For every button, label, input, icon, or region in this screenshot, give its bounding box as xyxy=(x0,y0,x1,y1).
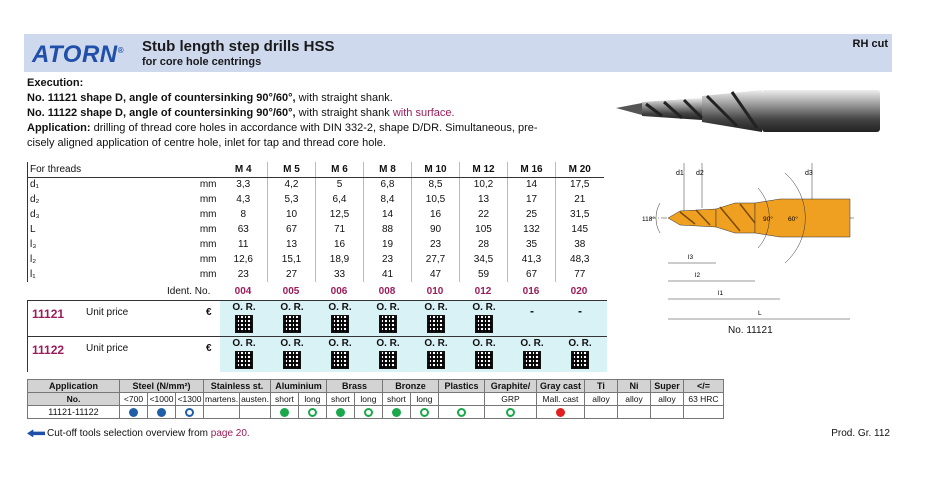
spec-value: 14 xyxy=(508,177,556,192)
exec-line2-bold: No. 11122 shape D, angle of countersinking 90°/60°, xyxy=(27,107,296,119)
spec-value: 4,3 xyxy=(236,194,251,205)
suitability-cell xyxy=(240,406,271,419)
suitability-cell xyxy=(204,406,240,419)
suitability-cell xyxy=(176,406,204,419)
ident-no: 010 xyxy=(426,286,444,297)
header-bar xyxy=(24,34,892,72)
materials-header-row xyxy=(28,380,724,393)
spec-value: 8,4 xyxy=(364,192,412,207)
suitability-cell xyxy=(120,406,148,419)
rh-cut-label: RH cut xyxy=(852,38,888,50)
material-sub-label: GRP xyxy=(484,393,536,406)
filled-circle-icon xyxy=(336,408,345,417)
spec-value: 18,9 xyxy=(316,252,364,267)
spec-value: 41,3 xyxy=(508,252,556,267)
application-text-1: drilling of thread core holes in accordance with DIN 332-2, shape D/DR. Simultaneous, pre- xyxy=(90,122,538,134)
label-angle118: 118° xyxy=(642,216,655,223)
suitability-cell xyxy=(584,406,617,419)
material-sub-label: short xyxy=(382,393,410,406)
ident-row xyxy=(27,284,607,300)
article-band xyxy=(27,300,607,336)
suitability-cell xyxy=(410,406,438,419)
material-sub-label: long xyxy=(354,393,382,406)
spec-label: d₁ xyxy=(28,177,193,192)
thread-col: M 12 xyxy=(460,162,508,177)
suitability-cell xyxy=(536,406,584,419)
price-cell[interactable] xyxy=(316,302,364,333)
spec-row xyxy=(28,207,604,222)
spec-value: 23 xyxy=(364,252,412,267)
atorn-logo xyxy=(32,41,124,69)
materials-table xyxy=(27,379,724,419)
on-request: O. R. xyxy=(376,302,400,313)
thread-col: M 8 xyxy=(364,162,412,177)
filled-circle-icon xyxy=(392,408,401,417)
logo-text: ATORN xyxy=(32,41,118,68)
spec-unit: mm xyxy=(199,209,217,220)
price-cell[interactable] xyxy=(268,302,316,333)
datamatrix-icon xyxy=(571,351,589,369)
group-graphite: Graphite/ xyxy=(484,380,536,393)
materials-symbol-row xyxy=(28,406,724,419)
label-angle90: 90° xyxy=(763,216,773,223)
on-request: O. R. xyxy=(520,338,544,349)
spec-value: 19 xyxy=(364,237,412,252)
spec-unit: mm xyxy=(199,239,217,250)
material-sub-label: long xyxy=(298,393,326,406)
drawing-caption: No. 11121 xyxy=(728,325,773,336)
spec-value: 28 xyxy=(460,237,508,252)
thread-col: M 10 xyxy=(412,162,460,177)
spec-value: 11 xyxy=(238,239,249,250)
group-brass: Brass xyxy=(326,380,382,393)
spec-value: 13 xyxy=(460,192,508,207)
datamatrix-icon xyxy=(475,351,493,369)
spec-value: 88 xyxy=(364,222,412,237)
price-cell[interactable] xyxy=(412,338,460,369)
ident-no: 008 xyxy=(378,286,396,297)
spec-value: 21 xyxy=(556,192,604,207)
spec-value: 41 xyxy=(364,267,412,282)
label-l3: l3 xyxy=(688,254,694,261)
spec-value: 105 xyxy=(460,222,508,237)
spec-row xyxy=(28,222,604,237)
logo-mark: ® xyxy=(117,46,125,55)
material-sub-label xyxy=(438,393,484,406)
price-cell[interactable] xyxy=(316,338,364,369)
spec-label: L xyxy=(28,222,193,237)
filled-circle-icon xyxy=(280,408,289,417)
price-cell xyxy=(556,302,604,318)
spec-value: 17 xyxy=(508,192,556,207)
price-cell[interactable] xyxy=(508,338,556,369)
spec-value: 90 xyxy=(412,222,460,237)
price-cell[interactable] xyxy=(412,302,460,333)
page-subtitle: for core hole centrings xyxy=(142,56,262,68)
exec-line2-highlight: with surface. xyxy=(392,107,455,119)
spec-value: 25 xyxy=(508,207,556,222)
ident-no: 020 xyxy=(570,286,588,297)
spec-unit: mm xyxy=(199,269,217,280)
price-cell[interactable] xyxy=(220,302,268,333)
datamatrix-icon xyxy=(235,315,253,333)
thread-col: M 5 xyxy=(268,162,316,177)
material-sub-label: <1300 xyxy=(176,393,204,406)
open-circle-icon xyxy=(308,408,317,417)
open-circle-icon xyxy=(185,408,194,417)
thread-col: M 6 xyxy=(316,162,364,177)
price-cell[interactable] xyxy=(460,302,508,333)
suitability-cell xyxy=(617,406,650,419)
material-sub-label: alloy xyxy=(584,393,617,406)
on-request: O. R. xyxy=(568,338,592,349)
label-d3: d3 xyxy=(805,170,813,177)
datamatrix-icon xyxy=(379,315,397,333)
thread-col: M 20 xyxy=(556,162,604,177)
page-title: Stub length step drills HSS xyxy=(142,38,335,55)
group-super: Super xyxy=(650,380,683,393)
page-link[interactable]: page 20. xyxy=(210,428,250,439)
group-bronze: Bronze xyxy=(382,380,438,393)
technical-drawing xyxy=(640,163,890,333)
spec-label: d₂ xyxy=(28,192,193,207)
ident-no: 004 xyxy=(234,286,252,297)
spec-value: 10,2 xyxy=(460,177,508,192)
spec-label: l₃ xyxy=(28,237,193,252)
spec-value: 35 xyxy=(508,237,556,252)
spec-value: 67 xyxy=(268,222,316,237)
article-number: 11121 xyxy=(32,307,65,321)
spec-label: l₂ xyxy=(28,252,193,267)
group-stainless: Stainless st. xyxy=(204,380,271,393)
no-header: No. xyxy=(28,393,120,406)
ident-label: Ident. No. xyxy=(167,286,211,297)
spec-table xyxy=(27,162,604,282)
on-request: O. R. xyxy=(328,338,352,349)
label-angle60: 60° xyxy=(788,216,798,223)
datamatrix-icon xyxy=(235,351,253,369)
application-header: Application xyxy=(28,380,120,393)
label-d1: d1 xyxy=(676,170,684,177)
material-sub-label: long xyxy=(410,393,438,406)
spec-value: 77 xyxy=(556,267,604,282)
spec-value: 63 xyxy=(237,224,249,235)
spec-row xyxy=(28,237,604,252)
material-sub-label: short xyxy=(270,393,298,406)
spec-value: 27,7 xyxy=(412,252,460,267)
currency-symbol: € xyxy=(206,307,212,318)
on-request: O. R. xyxy=(328,302,352,313)
spec-unit: mm xyxy=(199,179,217,191)
group-ti: Ti xyxy=(584,380,617,393)
spec-value: 14 xyxy=(364,207,412,222)
open-circle-icon xyxy=(506,408,515,417)
on-request: O. R. xyxy=(376,338,400,349)
on-request: O. R. xyxy=(232,302,256,313)
material-sub-label: austen. xyxy=(241,394,269,404)
spec-value: 27 xyxy=(268,267,316,282)
on-request: O. R. xyxy=(232,338,256,349)
spec-value: 34,5 xyxy=(460,252,508,267)
spec-value: 48,3 xyxy=(556,252,604,267)
suitability-cell xyxy=(683,406,723,419)
datamatrix-icon xyxy=(427,351,445,369)
spec-value: 59 xyxy=(460,267,508,282)
price-cell[interactable] xyxy=(364,338,412,369)
price-cell[interactable] xyxy=(364,302,412,333)
on-request: O. R. xyxy=(280,338,304,349)
label-L: L xyxy=(758,310,762,317)
spec-value: 23 xyxy=(237,269,249,280)
datamatrix-icon xyxy=(283,351,301,369)
spec-value: 12,5 xyxy=(316,207,364,222)
group-ni: Ni xyxy=(617,380,650,393)
ident-no: 006 xyxy=(330,286,348,297)
on-request: O. R. xyxy=(280,302,304,313)
open-circle-icon xyxy=(457,408,466,417)
execution-text xyxy=(27,76,607,151)
materials-sub-row xyxy=(28,393,724,406)
spec-value: 4,2 xyxy=(268,177,316,192)
spec-value: 13 xyxy=(268,237,316,252)
article-band xyxy=(27,336,607,372)
datamatrix-icon xyxy=(523,351,541,369)
spec-value: 10 xyxy=(268,207,316,222)
spec-value: 16 xyxy=(412,207,460,222)
spec-row xyxy=(28,267,604,282)
unit-price-label: Unit price xyxy=(86,343,129,354)
arrow-left-icon xyxy=(27,429,45,437)
spec-value: 17,5 xyxy=(556,177,604,192)
spec-value: 8,5 xyxy=(412,177,460,192)
spec-value: 6,8 xyxy=(364,177,412,192)
datamatrix-icon xyxy=(331,315,349,333)
datamatrix-icon xyxy=(379,351,397,369)
filled-circle-icon xyxy=(129,408,138,417)
product-group: Prod. Gr. 112 xyxy=(831,428,890,439)
spec-value: 67 xyxy=(508,267,556,282)
price-cell[interactable] xyxy=(220,338,268,369)
group-aluminium: Aluminium xyxy=(270,380,326,393)
ident-no: 005 xyxy=(282,286,300,297)
thread-col: M 16 xyxy=(508,162,556,177)
group-plastics: Plastics xyxy=(438,380,484,393)
execution-heading: Execution: xyxy=(27,77,84,89)
material-sub-label: alloy xyxy=(650,393,683,406)
spec-label: l₁ xyxy=(28,267,193,282)
exec-line2-rest: with straight shank xyxy=(295,107,393,119)
open-circle-icon xyxy=(420,408,429,417)
drill-photo xyxy=(612,82,884,140)
not-available: - xyxy=(530,304,534,318)
material-sub-label: short xyxy=(326,393,354,406)
on-request: O. R. xyxy=(472,302,496,313)
spec-value: 132 xyxy=(508,222,556,237)
application-text-2: cisely aligned application of centre hole, inlet for tap and thread core hole. xyxy=(27,137,386,149)
suitability-cell xyxy=(326,406,354,419)
suitability-cell xyxy=(148,406,176,419)
materials-row-label: 11121-11122 xyxy=(28,406,120,419)
spec-body xyxy=(28,177,604,282)
ident-no: 016 xyxy=(522,286,540,297)
spec-value: 10,5 xyxy=(412,192,460,207)
application-heading: Application: xyxy=(27,122,91,134)
on-request: O. R. xyxy=(424,302,448,313)
spec-value: 31,5 xyxy=(556,207,604,222)
spec-value: 23 xyxy=(412,237,460,252)
group-hrc: </= xyxy=(683,380,723,393)
price-cell xyxy=(508,302,556,318)
currency-symbol: € xyxy=(206,343,212,354)
suitability-cell xyxy=(484,406,536,419)
suitability-cell xyxy=(354,406,382,419)
filled-circle-icon xyxy=(556,408,565,417)
spec-value: 8 xyxy=(240,209,247,220)
spec-unit: mm xyxy=(199,194,217,205)
spec-value: 3,3 xyxy=(236,179,251,191)
suitability-cell xyxy=(382,406,410,419)
material-sub-label: <1000 xyxy=(148,393,176,406)
thread-col: M 4 xyxy=(220,162,268,177)
suitability-cell xyxy=(650,406,683,419)
spec-value: 38 xyxy=(556,237,604,252)
spec-row xyxy=(28,252,604,267)
material-sub-label: martens. xyxy=(205,394,239,404)
spec-unit: mm xyxy=(199,224,217,235)
label-l1: l1 xyxy=(718,290,724,297)
spec-value: 47 xyxy=(412,267,460,282)
spec-unit: mm xyxy=(199,254,217,265)
filled-circle-icon xyxy=(157,408,166,417)
material-sub-label: alloy xyxy=(617,393,650,406)
spec-value: 5,3 xyxy=(268,192,316,207)
group-steel: Steel (N/mm²) xyxy=(120,380,204,393)
spec-value: 145 xyxy=(556,222,604,237)
material-sub-label: 63 HRC xyxy=(683,393,723,406)
datamatrix-icon xyxy=(331,351,349,369)
spec-value: 6,4 xyxy=(316,192,364,207)
datamatrix-icon xyxy=(475,315,493,333)
on-request: O. R. xyxy=(424,338,448,349)
cross-reference-text: Cut-off tools selection overview from xyxy=(47,428,211,439)
spec-row xyxy=(28,192,604,207)
exec-line1-bold: No. 11121 shape D, angle of countersinking 90°/60°, xyxy=(27,92,296,104)
spec-value: 12,6 xyxy=(233,254,253,265)
suitability-cell xyxy=(438,406,484,419)
open-circle-icon xyxy=(364,408,373,417)
threads-row xyxy=(28,162,604,177)
suitability-cell xyxy=(298,406,326,419)
spec-label: d₃ xyxy=(28,207,193,222)
suitability-cell xyxy=(270,406,298,419)
cross-reference[interactable] xyxy=(27,428,250,439)
spec-value: 22 xyxy=(460,207,508,222)
datamatrix-icon xyxy=(283,315,301,333)
price-cell[interactable] xyxy=(268,338,316,369)
spec-value: 71 xyxy=(316,222,364,237)
material-sub-label: Mall. cast xyxy=(536,393,584,406)
spec-value: 5 xyxy=(316,177,364,192)
ident-no: 012 xyxy=(474,286,492,297)
price-cell[interactable] xyxy=(460,338,508,369)
article-number: 11122 xyxy=(32,343,65,357)
price-cell[interactable] xyxy=(556,338,604,369)
exec-line1-rest: with straight shank. xyxy=(295,92,393,104)
spec-value: 16 xyxy=(316,237,364,252)
on-request: O. R. xyxy=(472,338,496,349)
material-sub-label: <700 xyxy=(120,393,148,406)
unit-price-label: Unit price xyxy=(86,307,129,318)
threads-label: For threads xyxy=(28,162,220,177)
spec-value: 15,1 xyxy=(268,252,316,267)
group-gray-cast: Gray cast xyxy=(536,380,584,393)
datamatrix-icon xyxy=(427,315,445,333)
spec-value: 33 xyxy=(316,267,364,282)
not-available: - xyxy=(578,304,582,318)
label-l2: l2 xyxy=(695,272,701,279)
spec-row xyxy=(28,177,604,192)
label-d2: d2 xyxy=(696,170,704,177)
